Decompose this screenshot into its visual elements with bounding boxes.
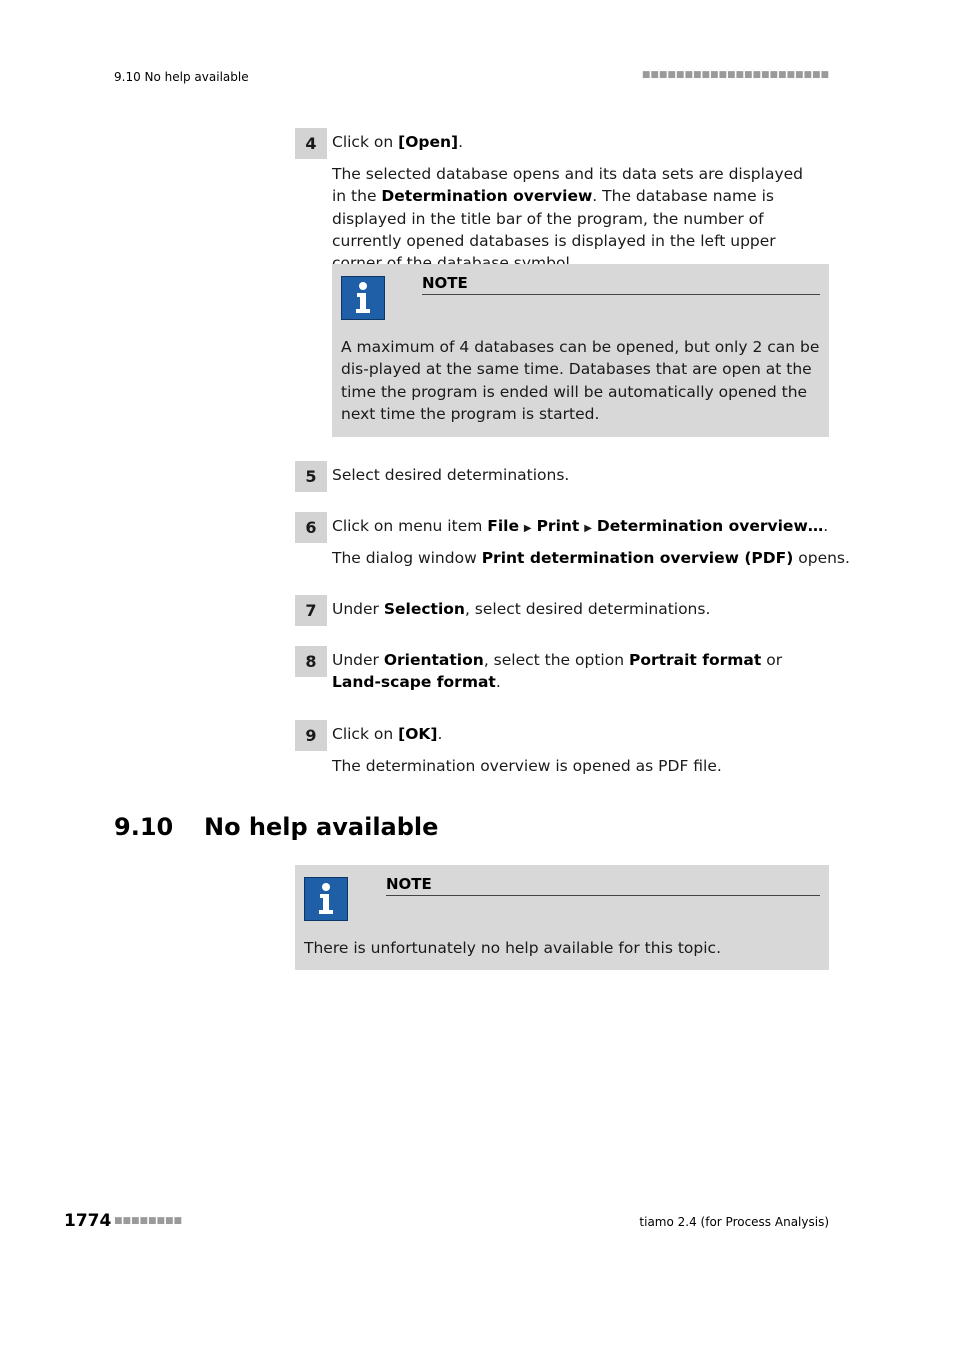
step-8-instruction: Under Orientation, select the option Portrait format or Land-scape format. (332, 651, 783, 692)
menu-arrow-icon: ▶ (584, 523, 592, 534)
note-box-2 (295, 865, 829, 970)
step-number-8: 8 (295, 646, 327, 677)
section-heading: 9.10 No help available (114, 813, 439, 841)
step-9-instruction: Click on [OK]. (332, 725, 443, 743)
note-1-title: NOTE (422, 274, 820, 295)
step-6-result: The dialog window Print determination overview (PDF) opens. (332, 549, 850, 567)
header-dots: ■■■■■■■■■■■■■■■■■■■■■■ (641, 70, 829, 80)
running-header-title: 9.10 No help available (114, 70, 249, 84)
menu-arrow-icon: ▶ (523, 523, 532, 534)
page-number: 1774 (64, 1211, 112, 1231)
step-9-result: The determination overview is opened as PDF file. (332, 757, 722, 775)
info-icon (304, 877, 348, 921)
step-7-instruction: Under Selection, select desired determinations. (332, 600, 711, 618)
step-number-9: 9 (295, 720, 327, 751)
footer-product: tiamo 2.4 (for Process Analysis) (639, 1215, 829, 1229)
note-2-title: NOTE (386, 875, 820, 896)
step-number-5: 5 (295, 461, 327, 492)
step-6-instruction: Click on menu item File ▶ Print ▶ Determination overview…. (332, 517, 829, 535)
step-5-instruction: Select desired determinations. (332, 466, 570, 484)
step-number-7: 7 (295, 595, 327, 626)
step-number-4: 4 (295, 128, 327, 159)
step-4-instruction: Click on [Open]. (332, 133, 464, 151)
note-box-1 (332, 264, 829, 437)
footer-dots: ■■■■■■■■ (114, 1216, 183, 1226)
note-2-text: There is unfortunately no help available for this topic. (304, 939, 721, 957)
note-1-text: A maximum of 4 databases can be opened, but only 2 can be dis-played at the same time. Databases that are open at the time the program is ended will be automatically opened the next time the program is started. (341, 338, 820, 423)
step-4-result: The selected database opens and its data sets are displayed in the Determination overview. The database name is displayed in the title bar of the program, the number of currently opened databases is displayed in the left upper (332, 165, 803, 250)
info-icon (341, 276, 385, 320)
step-number-6: 6 (295, 512, 327, 543)
